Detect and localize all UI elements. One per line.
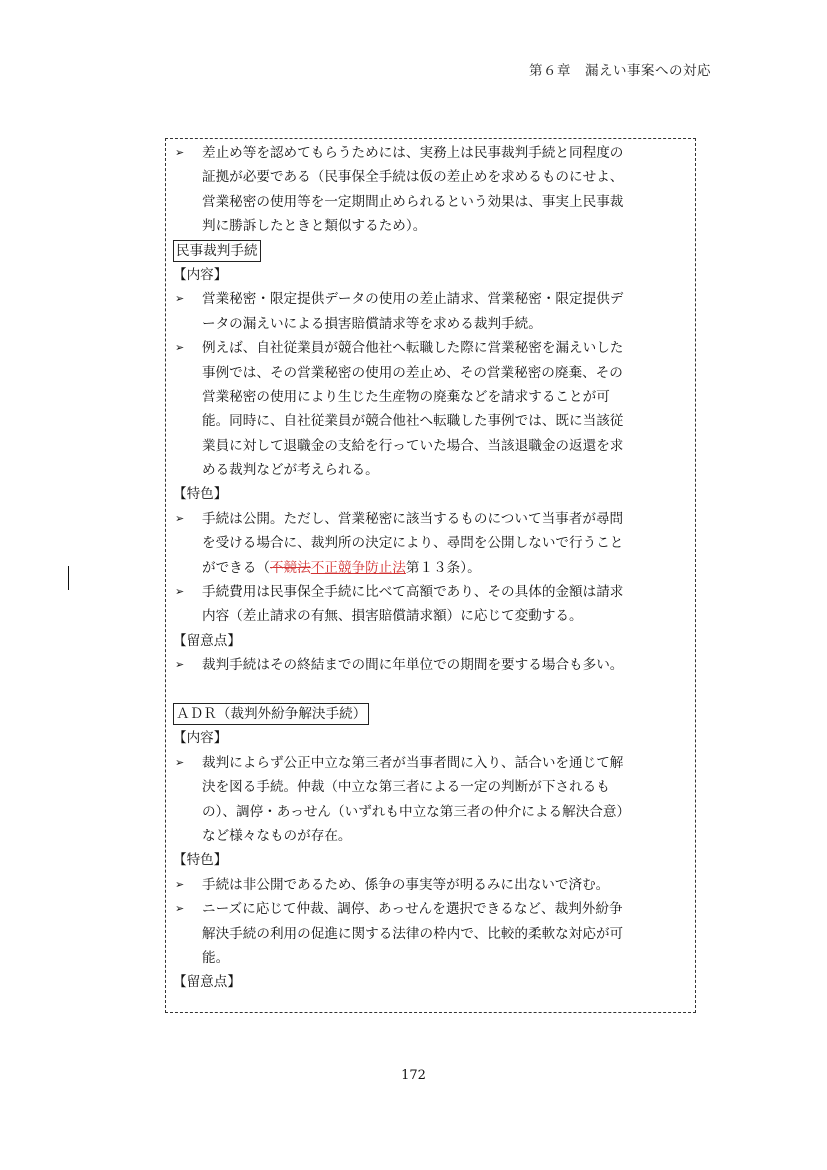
bullet-line: ➢ 差止め等を認めてもらうためには、実務上は民事裁判手続と同程度の <box>173 141 683 165</box>
bullet-line: 業員に対して退職金の支給を行っていた場合、当該退職金の返還を求 <box>202 437 624 454</box>
bullet-line: ➢ 手続費用は民事保全手続に比べて高額であり、その具体的金額は請求 <box>173 580 683 604</box>
bullet-line: 判に勝訴したときと類似するため）。 <box>202 218 427 235</box>
arrow-bullet-icon: ➢ <box>175 511 185 525</box>
content-body <box>173 141 683 995</box>
bullet-line: を受ける場合に、裁判所の決定により、尋問を公開しないで行うこと <box>202 535 624 552</box>
bullet-line: ➢ 裁判によらず公正中立な第三者が当事者間に入り、話合いを通じて解 <box>173 751 683 775</box>
arrow-bullet-icon: ➢ <box>175 902 185 916</box>
arrow-bullet-icon: ➢ <box>175 877 185 891</box>
bullet-line: 決を図る手続。仲裁（中立な第三者による一定の判断が下されるも <box>202 779 610 796</box>
text-cursor <box>68 566 69 590</box>
bullet-line: ➢ 例えば、自社従業員が競合他社へ転職した際に営業秘密を漏えいした <box>173 336 683 360</box>
chapter-header: 第６章 漏えい事案への対応 <box>529 63 711 79</box>
bullet-line: 内容（差止請求の有無、損害賠償請求額）に応じて変動する。 <box>202 608 583 625</box>
arrow-bullet-icon: ➢ <box>175 292 185 306</box>
arrow-bullet-icon: ➢ <box>175 658 185 672</box>
bullet-line: ができる（不競法不正競争防止法第１３条）。 <box>202 559 481 576</box>
bullet-line: ➢ 裁判手続はその終結までの間に年単位での期間を要する場合も多い。 <box>173 653 683 677</box>
bullet-line: 証拠が必要である（民事保全手続は仮の差止めを求めるものにせよ、 <box>202 169 624 186</box>
bullet-line: ータの漏えいによる損害賠償請求等を求める裁判手続。 <box>202 315 542 332</box>
bullet-line: める裁判などが考えられる。 <box>202 462 379 479</box>
subheading: 【特色】 <box>173 852 228 869</box>
page-number: 172 <box>401 1068 426 1083</box>
subheading: 【内容】 <box>173 266 228 283</box>
section-title-civil: 民事裁判手続 <box>173 239 683 263</box>
bullet-line: など様々なものが存在。 <box>202 827 352 844</box>
section-title-adr: ＡＤＲ（裁判外紛争解決手続） <box>173 702 683 726</box>
bullet-line: 能。同時に、自社従業員が競合他社へ転職した事例では、既に当該従 <box>202 413 624 430</box>
bullet-line: ➢ ニーズに応じて仲裁、調停、あっせんを選択できるなど、裁判外紛争 <box>173 897 683 921</box>
bullet-line: ➢ 手続は非公開であるため、係争の事実等が明るみに出ないで済む。 <box>173 873 683 897</box>
inserted-text: 不正競争防止法 <box>310 559 406 576</box>
subheading: 【留意点】 <box>173 974 241 991</box>
bullet-line: 営業秘密の使用により生じた生産物の廃棄などを請求することが可 <box>202 388 610 405</box>
subheading: 【特色】 <box>173 486 228 503</box>
subheading: 【留意点】 <box>173 632 241 649</box>
deleted-text: 不競法 <box>269 559 311 576</box>
bullet-line: 能。 <box>202 949 230 966</box>
bullet-line: の）、調停・あっせん（いずれも中立な第三者の仲介による解決合意） <box>202 803 631 820</box>
arrow-bullet-icon: ➢ <box>175 755 185 769</box>
arrow-bullet-icon: ➢ <box>175 585 185 599</box>
bullet-line: 解決手続の利用の促進に関する法律の枠内で、比較的柔軟な対応が可 <box>202 925 624 942</box>
bullet-line: ➢ 手続は公開。ただし、営業秘密に該当するものについて当事者が尋問 <box>173 507 683 531</box>
subheading: 【内容】 <box>173 730 228 747</box>
bullet-line: 事例では、その営業秘密の使用の差止め、その営業秘密の廃棄、その <box>202 364 623 381</box>
arrow-bullet-icon: ➢ <box>175 146 185 159</box>
spacer <box>173 678 683 702</box>
arrow-bullet-icon: ➢ <box>175 341 185 355</box>
bullet-line: ➢ 営業秘密・限定提供データの使用の差止請求、営業秘密・限定提供デ <box>173 287 683 311</box>
bullet-line: 営業秘密の使用等を一定期間止められるという効果は、事実上民事裁 <box>202 193 624 210</box>
